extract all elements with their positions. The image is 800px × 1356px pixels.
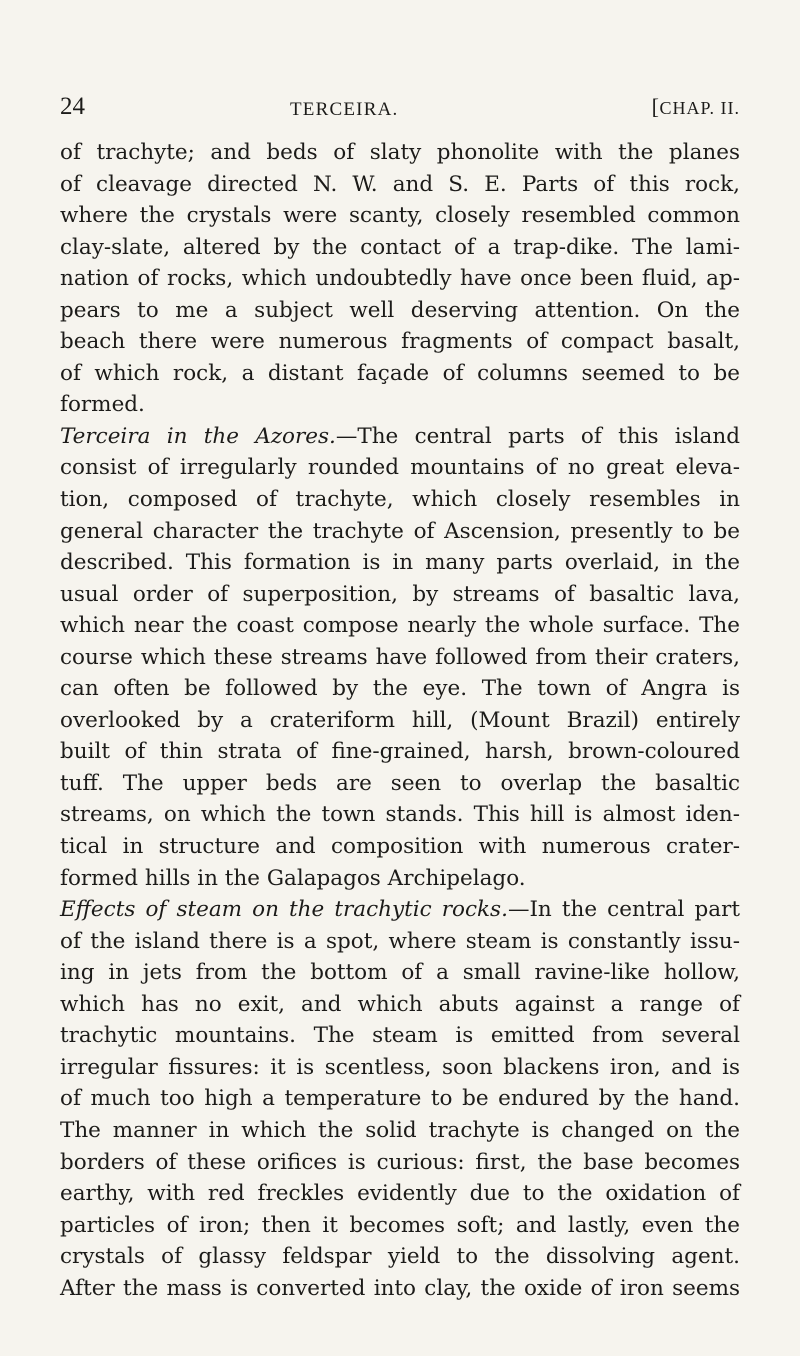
text-line: particles of iron; then it becomes soft; and lastly, even the — [60, 1212, 740, 1238]
section-first-line — [60, 894, 740, 926]
text-line: ing in jets from the bottom of a small ravine-like hollow, — [60, 960, 740, 986]
text-line: consist of irregularly rounded mountains of no great eleva- — [60, 455, 740, 481]
text-line: usual order of superposition, by streams of basaltic lava, — [60, 581, 740, 607]
chapter-label: CHAP. II. — [659, 98, 740, 118]
text-line: of much too high a temperature to be endured by the hand. — [60, 1086, 740, 1112]
body-text — [60, 137, 740, 1304]
text-line: where the crystals were scanty, closely resembled common — [60, 203, 740, 229]
text-line: can often be followed by the eye. The town of Angra is — [60, 676, 740, 702]
section-heading: Effects of steam on the trachytic rocks. — [60, 897, 508, 923]
text-line: clay-slate, altered by the contact of a trap-dike. The lami- — [60, 234, 740, 260]
chapter-bracket: [ — [651, 94, 660, 119]
text-line: of trachyte; and beds of slaty phonolite with the planes — [60, 140, 740, 165]
running-head — [60, 92, 740, 124]
text-line: streams, on which the town stands. This hill is almost iden- — [60, 802, 740, 828]
text-line: general character the trachyte of Ascension, presently to be — [60, 518, 740, 544]
text-line: course which these streams have followed from their craters, — [60, 644, 740, 670]
em-dash: — — [335, 423, 358, 449]
text-line: formed. — [60, 392, 145, 418]
page-number: 24 — [60, 93, 85, 120]
section-first-line — [60, 421, 740, 453]
section-heading: Terceira in the Azores. — [60, 423, 336, 449]
text-line: beach there were numerous fragments of compact basalt, — [60, 329, 740, 355]
text-line: After the mass is converted into clay, the oxide of iron seems — [60, 1275, 740, 1301]
text-line: tuff. The upper beds are seen to overlap the basaltic — [60, 770, 740, 796]
text-line: trachytic mountains. The steam is emitted from several — [60, 1023, 740, 1049]
text-line: tion, composed of trachyte, which closely resembles in — [60, 487, 740, 513]
text-line: which near the coast compose nearly the whole surface. The — [60, 613, 740, 639]
text-line: The manner in which the solid trachyte is changed on the — [60, 1117, 740, 1143]
text-line: of cleavage directed N. W. and S. E. Parts of this rock, — [60, 171, 740, 197]
text-line: pears to me a subject well deserving attention. On the — [60, 297, 740, 323]
text-line: crystals of glassy feldspar yield to the dissolving agent. — [60, 1244, 740, 1270]
text-line: overlooked by a crateriform hill, (Mount Brazil) entirely — [60, 707, 740, 733]
section-first-text: The central parts of this island — [357, 423, 740, 449]
text-line: of the island there is a spot, where steam is constantly issu- — [60, 928, 740, 954]
text-line: of which rock, a distant façade of columns seemed to be — [60, 360, 740, 386]
text-line: nation of rocks, which undoubtedly have once been fluid, ap- — [60, 266, 740, 292]
em-dash: — — [507, 897, 530, 923]
text-line: borders of these orifices is curious: first, the base becomes — [60, 1149, 740, 1175]
section-first-text: In the central part — [529, 897, 740, 923]
text-line: which has no exit, and which abuts against a range of — [60, 991, 740, 1017]
running-title: TERCEIRA. — [290, 99, 399, 120]
text-line: described. This formation is in many parts overlaid, in the — [60, 550, 740, 576]
text-line: formed hills in the Galapagos Archipelago. — [60, 865, 526, 891]
text-line: tical in structure and composition with numerous crater- — [60, 834, 740, 860]
text-line: built of thin strata of fine-grained, harsh, brown-coloured — [60, 739, 740, 765]
text-line: earthy, with red freckles evidently due to the oxidation of — [60, 1181, 740, 1207]
text-line: irregular fissures: it is scentless, soon blackens iron, and is — [60, 1054, 740, 1080]
chapter-reference — [652, 92, 740, 123]
